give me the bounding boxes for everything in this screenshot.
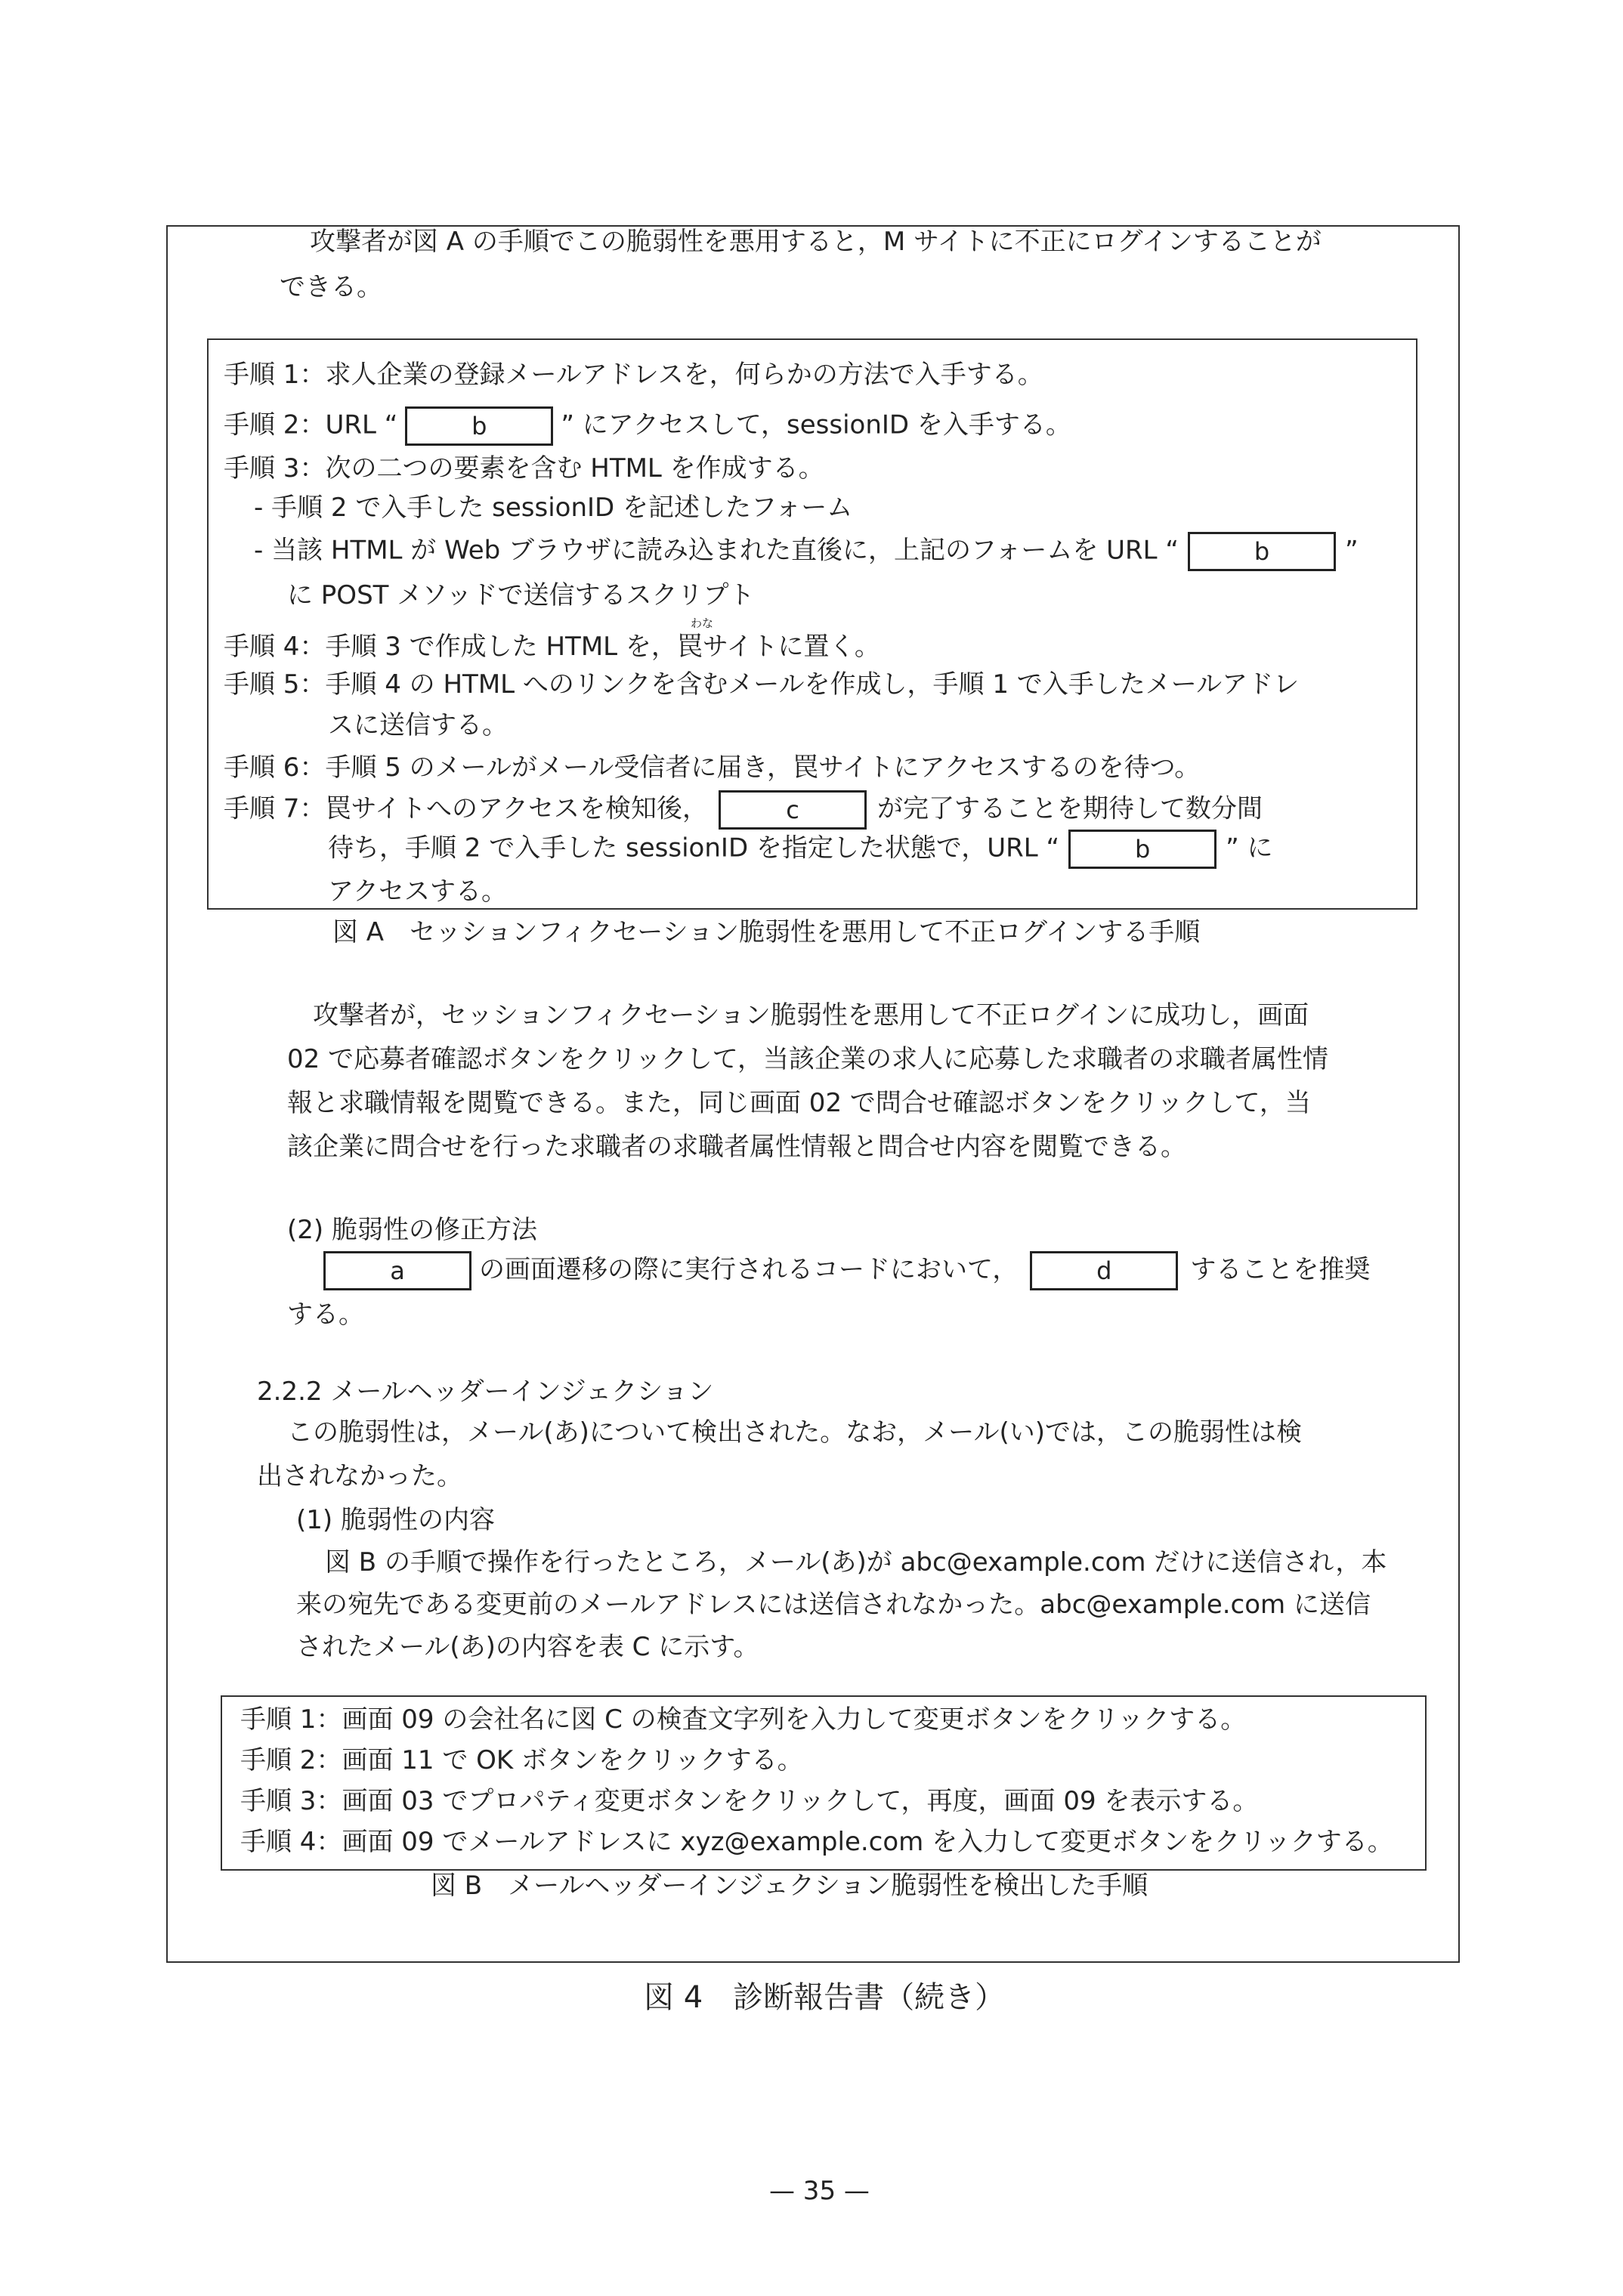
fix-post: することを推奨 — [1190, 1254, 1371, 1285]
blank-b: b — [1188, 532, 1336, 571]
para2-line-2: 02 で応募者確認ボタンをクリックして，当該企業の求人に応募した求職者の求職者属性情 — [287, 1044, 1329, 1074]
blank-a: a — [323, 1251, 471, 1290]
intro-line-2: できる。 — [280, 272, 382, 302]
blank-d: d — [1030, 1251, 1178, 1290]
figb-step-2: 手順 2：画面 11 で OK ボタンをクリックする。 — [240, 1745, 803, 1775]
figa-step-7-cont-post: ” に — [1226, 833, 1273, 864]
fix-heading: (2) 脆弱性の修正方法 — [287, 1215, 537, 1245]
figure-a-caption: 図 A セッションフィクセーション脆弱性を悪用して不正ログインする手順 — [332, 917, 1201, 947]
para2-line-1: 攻撃者が，セッションフィクセーション脆弱性を悪用して不正ログインに成功し，画面 — [313, 1000, 1309, 1031]
figa-step-4: 手順 4：手順 3 で作成した HTML を，罠サイトに置く。 — [224, 632, 880, 662]
section-222-heading: 2.2.2 メールヘッダーインジェクション — [257, 1377, 714, 1407]
figa-step-2 — [224, 406, 1071, 446]
figa-step-1: 手順 1：求人企業の登録メールアドレスを，何らかの方法で入手する。 — [224, 360, 1043, 390]
fix-line — [323, 1251, 1370, 1290]
para2-line-4: 該企業に問合せを行った求職者の求職者属性情報と問合せ内容を閲覧できる。 — [287, 1132, 1186, 1162]
figa-step-2-pre: 手順 2：URL “ — [224, 409, 398, 440]
blank-b: b — [405, 406, 553, 446]
figa-step-7-cont — [328, 830, 1273, 869]
figb-step-3: 手順 3：画面 03 でプロパティ変更ボタンをクリックして，再度，画面 09 を表示する。 — [240, 1786, 1259, 1816]
ruby-wana: わな — [691, 616, 714, 630]
figa-step-3-item-1: - 手順 2 で入手した sessionID を記述したフォーム — [254, 493, 853, 523]
section-222-p-3: されたメール(あ)の内容を表 C に示す。 — [296, 1632, 759, 1662]
figa-step-3-item-2-cont: に POST メソッドで送信するスクリプト — [287, 580, 755, 610]
blank-c: c — [719, 790, 867, 830]
fix-mid: の画面遷移の際に実行されるコードにおいて， — [479, 1254, 1019, 1285]
figa-step-7-post: が完了することを期待して数分間 — [877, 793, 1263, 824]
section-222-p-2: 来の宛先である変更前のメールアドレスには送信されなかった。abc@example.com に送信 — [296, 1590, 1371, 1620]
blank-b: b — [1068, 830, 1216, 869]
figa-step-5: 手順 5：手順 4 の HTML へのリンクを含むメールを作成し，手順 1 で入手したメールアドレ — [224, 669, 1300, 700]
section-222-line-1: この脆弱性は，メール(あ)について検出された。なお，メール(い)では，この脆弱性は検 — [287, 1417, 1303, 1448]
figa-step-3-item-2-pre: - 当該 HTML が Web ブラウザに読み込まれた直後に，上記のフォームを URL “ — [254, 535, 1179, 566]
figa-step-6: 手順 6：手順 5 のメールがメール受信者に届き，罠サイトにアクセスするのを待つ。 — [224, 752, 1201, 783]
figa-step-3: 手順 3：次の二つの要素を含む HTML を作成する。 — [224, 453, 824, 484]
figa-step-3-item-2-post: ” — [1345, 535, 1359, 566]
section-222-p-1: 図 B の手順で操作を行ったところ，メール(あ)が abc@example.com だけに送信され，本 — [325, 1547, 1387, 1578]
figa-step-7-pre: 手順 7：罠サイトへのアクセスを検知後， — [224, 793, 709, 824]
section-222-line-2: 出されなかった。 — [257, 1461, 462, 1491]
figa-step-2-post: ” にアクセスして，sessionID を入手する。 — [561, 409, 1071, 440]
para2-line-3: 報と求職情報を閲覧できる。また，同じ画面 02 で問合せ確認ボタンをクリックして，当 — [287, 1088, 1311, 1118]
figa-step-3-item-2 — [254, 532, 1359, 571]
figb-step-1: 手順 1：画面 09 の会社名に図 C の検査文字列を入力して変更ボタンをクリックする。 — [240, 1704, 1247, 1735]
section-222-sub-1: (1) 脆弱性の内容 — [296, 1505, 495, 1535]
figure-b-caption: 図 B メールヘッダーインジェクション脆弱性を検出した手順 — [431, 1871, 1148, 1901]
page-number: — 35 — — [769, 2176, 870, 2206]
figa-step-7-cont-2: アクセスする。 — [328, 876, 507, 907]
figure-4-caption: 図 4 診断報告書（続き） — [644, 1980, 1006, 2015]
figa-step-7-cont-pre: 待ち，手順 2 で入手した sessionID を指定した状態で，URL “ — [328, 833, 1060, 864]
fix-cont: する。 — [287, 1299, 364, 1330]
figb-step-4: 手順 4：画面 09 でメールアドレスに xyz@example.com を入力して変更ボタンをクリックする。 — [240, 1827, 1393, 1857]
figa-step-5-cont: スに送信する。 — [328, 710, 508, 740]
intro-line-1: 攻撃者が図 A の手順でこの脆弱性を悪用すると，M サイトに不正にログインすることが — [310, 227, 1322, 257]
figa-step-7 — [224, 790, 1263, 830]
